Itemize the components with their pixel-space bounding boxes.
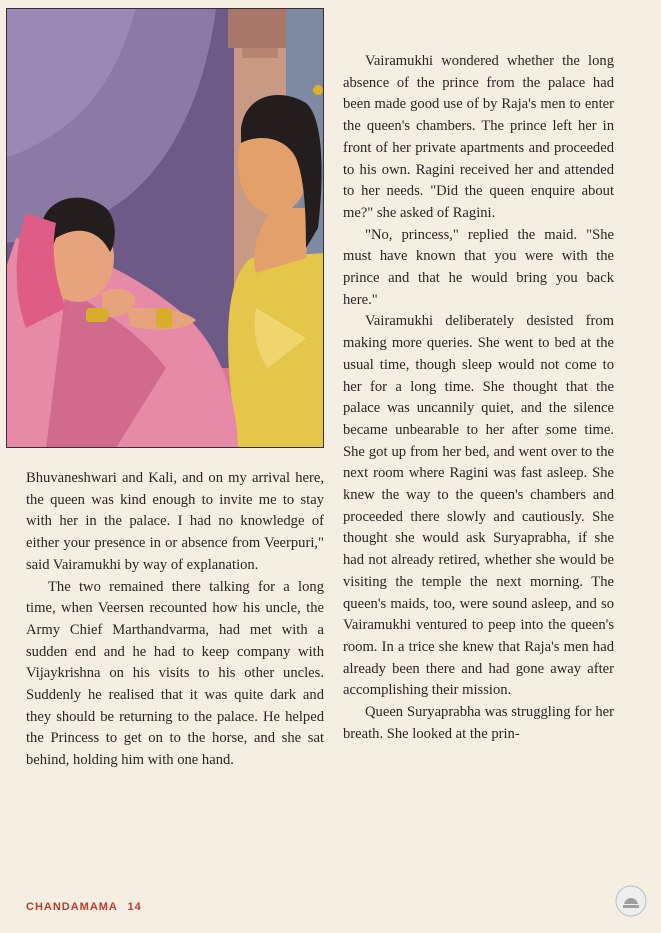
page-number: 14 [127,901,142,913]
right-paragraph-3: Vairamukhi deliberately desisted from making more queries. She went to bed at the usual time, though sleep would not come to her for a long time. She thought that the palace was uncannily quiet, and the silence became unbearable to her after some time. She got up from her bed, and went over to the next room where Ragini was fast asleep. She knew the way to the queen's chambers and proceeded there slowly and cautiously. She thought she would ask Suryaprabha, if she had not already retired, whether she would be visiting the temple the next morning. The queen's maids, too, were sound asleep, and so Vairamukhi ventured to peep into the queen's room. In a trice she knew that Raja's men had already been there and had gone away after accomplishing their mission. [343,313,614,699]
magazine-name: CHANDAMAMA [26,901,118,913]
right-paragraph-4: Queen Suryaprabha was struggling for her breath. She looked at the prin- [343,704,614,742]
archive-logo-icon [614,884,648,918]
right-paragraph-1: Vairamukhi wondered whether the long absence of the prince from the palace had been made good use of by Raja's men to enter the queen's chambers. The prince left her in front of her private apartments and proceeded to his own. Ragini received her and attended to her needs. "Did the queen enquire about me?" she asked of Ragini. [343,53,614,221]
left-text-column [26,468,324,772]
illustration-art [6,8,324,448]
right-paragraph-2: "No, princess," replied the maid. "She must have known that you were with the prince and that he would bring you back here." [343,226,614,308]
right-text-column [343,51,614,746]
left-paragraph-2: The two remained there talking for a long time, when Veersen recounted how his uncle, the Army Chief Marthandvarma, had met with a sudden end and he had to keep company with Vijaykrishna on his visits to his other uncles. Suddenly he realised that it was quite dark and they should be returning to the palace. He helped the Princess to get on to the horse, and she sat behind, holding him with one hand. [26,578,324,769]
page-footer [26,901,142,913]
story-illustration [6,8,324,448]
left-paragraph-1: Bhuvaneshwari and Kali, and on my arrival here, the queen was kind enough to invite me to stay with her in the palace. I had no knowledge of either your presence in or absence from Veerpuri," said Vairamukhi by way of explanation. [26,470,324,573]
